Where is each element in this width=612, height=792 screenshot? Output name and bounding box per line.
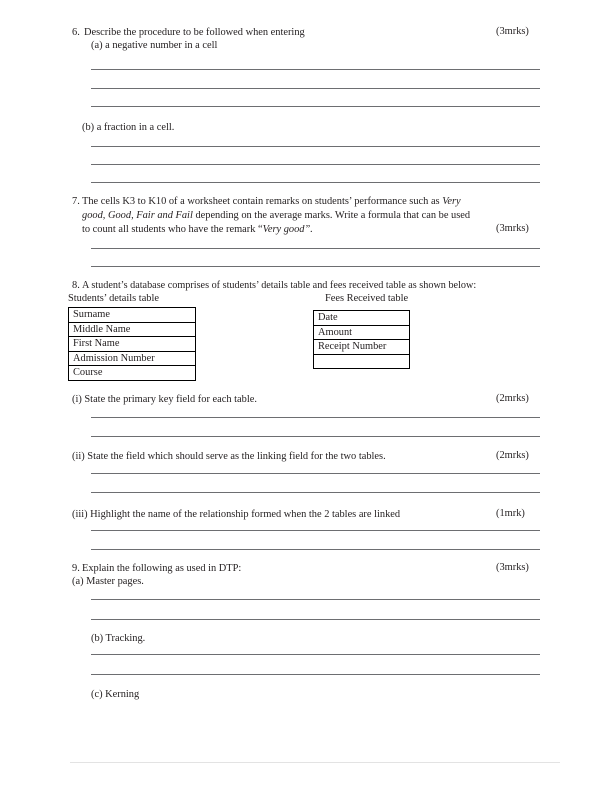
question-9-stem: Explain the following as used in DTP: [82,563,242,574]
question-8-stem: A student’s database comprises of students’ details table and fees received table as shown below: [82,280,477,291]
table-row [314,311,410,326]
table-cell: First Name [69,337,196,352]
question-6a-label: (a) a negative number in a cell [91,40,218,51]
footer-divider [70,762,560,763]
table-cell: Admission Number [69,351,196,366]
question-9a-label: (a) Master pages. [72,576,144,587]
question-9b-label: (b) Tracking. [91,633,146,644]
question-7-text-line3 [82,223,313,236]
table-row [69,366,196,381]
answer-line[interactable] [91,473,540,474]
question-9-marks: (3mrks) [496,562,529,573]
answer-line[interactable] [91,599,540,600]
question-7-marks: (3mrks) [496,223,529,234]
answer-line[interactable] [91,182,540,183]
question-6-marks: (3mrks) [496,26,529,37]
answer-line[interactable] [91,436,540,437]
question-8i-label: (i) State the primary key field for each table. [72,394,257,405]
answer-line[interactable] [91,654,540,655]
table-row [69,351,196,366]
question-8i-marks: (2mrks) [496,393,529,404]
answer-line[interactable] [91,88,540,89]
table-cell: Course [69,366,196,381]
question-6b-label: (b) a fraction in a cell. [82,122,175,133]
answer-line[interactable] [91,164,540,165]
table-cell: Middle Name [69,322,196,337]
question-7-text-run: depending on the average marks. Write a formula that can be used [192,210,471,221]
table-cell: Receipt Number [314,340,410,355]
table-row [314,354,410,369]
answer-line[interactable] [91,530,540,531]
question-6-number: 6. [72,27,80,38]
question-8-number: 8. [72,280,80,291]
question-8ii-label: (ii) State the field which should serve as the linking field for the two tables. [72,451,386,462]
table-cell-empty [314,354,410,369]
question-8iii-label: (iii) Highlight the name of the relationship formed when the 2 tables are linked [72,509,401,520]
table-cell: Surname [69,308,196,323]
question-7-text-run: The cells K3 to K10 of a worksheet contain remarks on students’ performance such as [82,196,443,207]
answer-line[interactable] [91,146,540,147]
answer-line[interactable] [91,417,540,418]
answer-line[interactable] [91,248,540,249]
question-7-italic-run: good, Good, Fair and Fail [82,210,193,221]
table-row [69,337,196,352]
table-row [69,308,196,323]
question-6-stem: Describe the procedure to be followed when entering [84,27,305,38]
answer-line[interactable] [91,69,540,70]
table-cell: Date [314,311,410,326]
table-row [314,325,410,340]
students-table-caption: Students’ details table [68,293,159,304]
answer-line[interactable] [91,549,540,550]
question-7-number: 7. [72,196,80,207]
question-8ii-marks: (2mrks) [496,450,529,461]
table-cell: Amount [314,325,410,340]
question-9-number: 9. [72,563,80,574]
fees-received-table [313,310,410,369]
question-8iii-marks: (1mrk) [496,508,525,519]
question-7-text-run: to count all students who have the remark “ [82,224,263,235]
fees-table-caption: Fees Received table [325,293,409,304]
table-row [69,322,196,337]
students-details-table [68,307,196,381]
answer-line[interactable] [91,619,540,620]
answer-line[interactable] [91,492,540,493]
answer-line[interactable] [91,266,540,267]
question-7-italic-run: Very good”. [262,224,313,235]
question-7-italic-run: Very [442,196,461,207]
question-7-text-line1 [82,195,461,208]
question-9c-label: (c) Kerning [91,689,140,700]
answer-line[interactable] [91,674,540,675]
answer-line[interactable] [91,106,540,107]
table-row [314,340,410,355]
question-7-text-line2 [82,209,470,222]
